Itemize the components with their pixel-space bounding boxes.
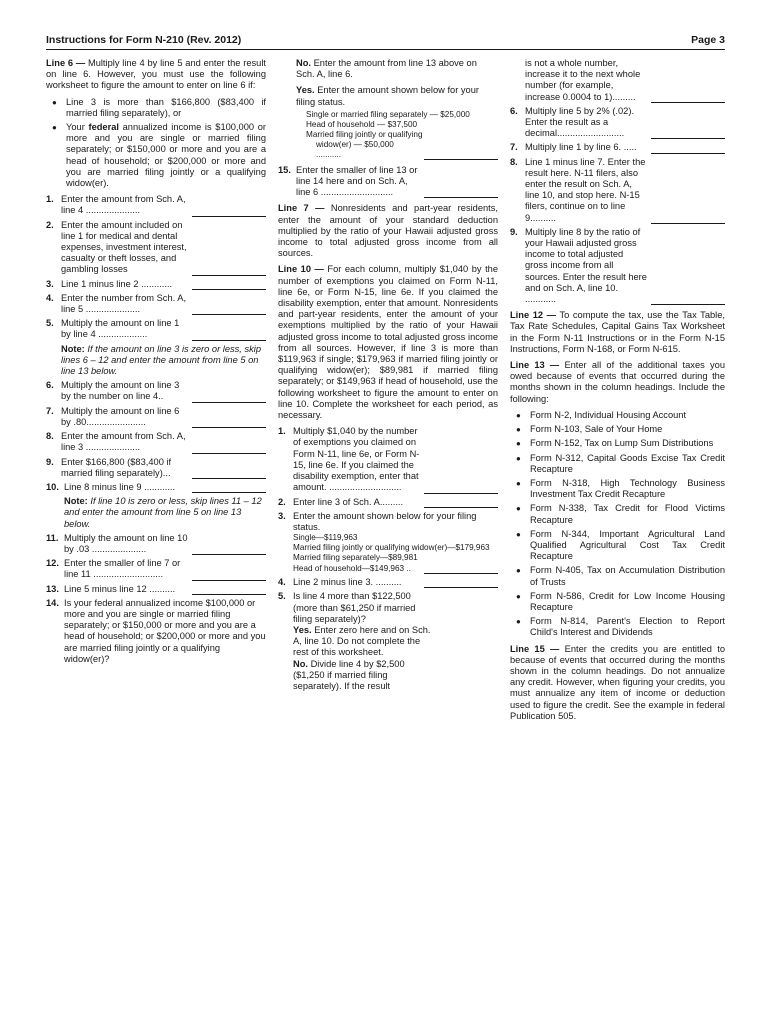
worksheet-line6 [46, 194, 266, 665]
additional-taxes-list [510, 410, 725, 639]
filing-status-list: Single or married filing separately — $25,000 Head of household — $37,500 Married filing jointly or qualifying widow(er) — $50,000 ........... [296, 110, 498, 160]
line14-answers [278, 58, 498, 160]
page-header [46, 34, 725, 50]
worksheet-continuation: is not a whole number, increase it to the next whole number (for example, increase 0.0004 to 1)......... [510, 58, 725, 103]
header-page-number: Page 3 [691, 34, 725, 46]
worksheet-line: 6. Multiply line 5 by 2% (.02). Enter the result as a decimal.......................... [510, 106, 725, 140]
entry-blank [424, 187, 498, 198]
entry-blank [424, 563, 498, 574]
entry-blank [651, 128, 725, 139]
list-item: ● Form N-405, Tax on Accumulation Distribution of Trusts [510, 565, 725, 587]
worksheet-line: 7. Multiply the amount on line 6 by .80....................... [46, 406, 266, 428]
list-item: ● Form N-2, Individual Housing Account [510, 410, 725, 421]
worksheet-line: 5. Is line 4 more than $122,500 (more than $61,250 if married filing separately)? Yes. Enter zero here and on Sch. A, line 10. Do not complete the rest of this worksheet. No. Divide line 4 by $2,500 ($1,250 if married filing separately). If the result [278, 591, 431, 691]
worksheet-line: 4. Line 2 minus line 3. .......... [278, 577, 498, 588]
worksheet-line: 4. Enter the number from Sch. A, line 5 ..................... [46, 293, 266, 315]
line6-conditions [46, 97, 266, 190]
line7-paragraph: Line 7 — Nonresidents and part-year residents, enter the amount of your standard deduction multiplied by the ratio of your Hawaii adjusted gross income to total adjusted gross income from all sources. [278, 203, 498, 259]
entry-blank [192, 570, 266, 581]
worksheet-line: 8. Enter the amount from Sch. A, line 3 ..................... [46, 431, 266, 453]
list-item: ● Line 3 is more than $166,800 ($83,400 if married filing separately), or [46, 97, 266, 119]
worksheet-line: 15. Enter the smaller of line 13 or line 14 here and on Sch. A, line 6 ............................ [278, 165, 498, 199]
worksheet-line10-cont [510, 106, 725, 305]
line13-paragraph: Line 13 — Enter all of the additional taxes you owed because of events that occurred during the months shown in the column headings. Include the following: [510, 360, 725, 404]
column-right [510, 58, 725, 727]
worksheet-line: 1. Enter the amount from Sch. A, line 4 ..................... [46, 194, 266, 216]
line14-yes: Yes. Enter the amount shown below for your filing status. [296, 85, 479, 107]
worksheet-line: 14. Is your federal annualized income $100,000 or more and you are single or married filing separately; or $150,000 or more and you are a head of household; or $200,000 or more and you are married filing jointly or a qualifying widow(er)? [46, 597, 266, 664]
entry-blank [192, 468, 266, 479]
worksheet-line: 11. Multiply the amount on line 10 by .03 ..................... [46, 533, 266, 555]
entry-blank [424, 483, 498, 494]
entry-blank [651, 143, 725, 154]
entry-blank [192, 544, 266, 555]
entry-blank [192, 206, 266, 217]
entry-blank [192, 443, 266, 454]
entry-blank [192, 330, 266, 341]
entry-blank [651, 92, 725, 103]
list-item: ● Form N-338, Tax Credit for Flood Victims Recapture [510, 503, 725, 525]
worksheet-line: 10. Line 8 minus line 9 ............ Note: If line 10 is zero or less, skip lines 11 – 12 and enter the amount from line 5 on line 13 below. [46, 482, 266, 530]
worksheet-line: 9. Multiply line 8 by the ratio of your Hawaii adjusted gross income to total adjusted gross income from all sources. Enter the result here and on Sch. A, line 10. ............ [510, 227, 725, 305]
worksheet-line15 [278, 165, 498, 199]
document-page [46, 34, 726, 721]
worksheet-line: 6. Multiply the amount on line 3 by the number on line 4.. [46, 380, 266, 402]
worksheet-note: Note: If line 10 is zero or less, skip lines 11 – 12 and enter the amount from line 5 on line 13 below. [64, 496, 262, 529]
list-item: ● Form N-344, Important Agricultural Land Qualified Agricultural Cost Tax Credit Recapture [510, 529, 725, 563]
worksheet-line: 2. Enter line 3 of Sch. A......... [278, 497, 498, 508]
entry-blank [192, 304, 266, 315]
line6-paragraph: Line 6 — Multiply line 4 by line 5 and enter the result on line 6. However, you must use the following worksheet to figure the amount to enter on line 6 if: [46, 58, 266, 91]
entry-blank [424, 577, 498, 588]
worksheet-line10 [278, 426, 498, 692]
entry-blank [424, 497, 498, 508]
worksheet-line: 13. Line 5 minus line 12 .......... [46, 584, 266, 595]
column-left [46, 58, 266, 670]
header-title: Instructions for Form N-210 (Rev. 2012) [46, 34, 242, 46]
entry-blank [192, 279, 266, 290]
list-item: ● Form N-814, Parent's Election to Report Child's Interest and Dividends [510, 616, 725, 638]
list-item: ● Your federal annualized income is $100,000 or more and you are single or married filing separately; or $150,000 or more and you are a head of household; or $200,000 or more and you are married filing jointly or a qualifying widow(er). [46, 122, 266, 189]
list-item: ● Form N-586, Credit for Low Income Housing Recapture [510, 591, 725, 613]
filing-status-list: Single—$119,963 Married filing jointly or qualifying widow(er)—$179,963 Married filing separately—$89,981 Head of household—$149,963 .. [293, 533, 498, 574]
entry-blank [192, 482, 266, 493]
line10-paragraph: Line 10 — For each column, multiply $1,040 by the number of exemptions you claimed on Form N-11, line 6e, or Form N-15, line 6e. If you claimed the disability exemption, enter that amount. Nonresidents and part-year residents, enter the amount of your exemptions multiplied by the ratio of your Hawaii adjusted gross income to total adjusted gross income from all sources. However, if line 3 is more than $119,963 if single; $179,963 if married filing jointly or qualifying widow(er); $89,981 if married filing separately; or $149,963 if head of household, use the following worksheet to figure the amount to enter on line 10. Complete the worksheet for each period, as necessary. [278, 264, 498, 421]
worksheet-line: 3. Line 1 minus line 2 ............ [46, 279, 266, 290]
worksheet-line: 3. Enter the amount shown below for your filing status. Single—$119,963 Married filing jointly or qualifying widow(er)—$179,963 Married filing separately—$89,981 Head of household—$149,963 .. [278, 511, 498, 574]
list-item: ● Form N-318, High Technology Business Investment Tax Credit Recapture [510, 478, 725, 500]
worksheet-line: 5. Multiply the amount on line 1 by line 4 ................... Note: If the amount on line 3 is zero or less, skip lines 6 – 12 and enter the amount from line 5 on line 13 below. [46, 318, 266, 377]
line12-paragraph: Line 12 — To compute the tax, use the Tax Table, Tax Rate Schedules, Capital Gains Tax Worksheet in the Form N-11 Instructions or in the Form N-15 Instructions, Form N-168, or Form N-615. [510, 310, 725, 354]
worksheet-line: 7. Multiply line 1 by line 6. ..... [510, 142, 725, 153]
entry-blank [192, 392, 266, 403]
worksheet-line: 2. Enter the amount included on line 1 for medical and dental expenses, investment interest, casualty or theft losses, and gambling losses [46, 220, 266, 276]
entry-blank [192, 265, 266, 276]
entry-blank [192, 584, 266, 595]
list-item: ● Form N-103, Sale of Your Home [510, 424, 725, 435]
line15-paragraph: Line 15 — Enter the credits you are entitled to because of events that occurred during the months shown in the column headings. Do not annualize any credit. However, when figuring your credits, you must annualize any item of income or deduction used to figure the credit. See the example in federal Publication 505. [510, 643, 726, 721]
entry-blank [424, 149, 498, 160]
worksheet-line: 1. Multiply $1,040 by the number of exemptions you claimed on Form N-11, line 6e, or Form N-15, line 6e. If you claimed the disability exemption, enter that amount. ............................ [278, 426, 498, 493]
worksheet-note: Note: If the amount on line 3 is zero or less, skip lines 6 – 12 and enter the amount from line 5 on line 13 below. [61, 343, 261, 377]
line14-no: No. Enter the amount from line 13 above on Sch. A, line 6. [296, 58, 477, 80]
list-item: ● Form N-312, Capital Goods Excise Tax Credit Recapture [510, 453, 725, 475]
entry-blank [651, 213, 725, 224]
list-item: ● Form N-152, Tax on Lump Sum Distributions [510, 438, 725, 449]
worksheet-line: 9. Enter $166,800 ($83,400 if married filing separately)... [46, 457, 266, 479]
column-middle [278, 58, 498, 697]
worksheet-line: 12. Enter the smaller of line 7 or line 11 ........................... [46, 558, 266, 580]
entry-blank [192, 417, 266, 428]
entry-blank [651, 294, 725, 305]
worksheet-line: 8. Line 1 minus line 7. Enter the result here. N-11 filers, also enter the result on Sch. A, line 10, and stop here. N-15 filers, continue on to line 9.......... [510, 157, 725, 224]
